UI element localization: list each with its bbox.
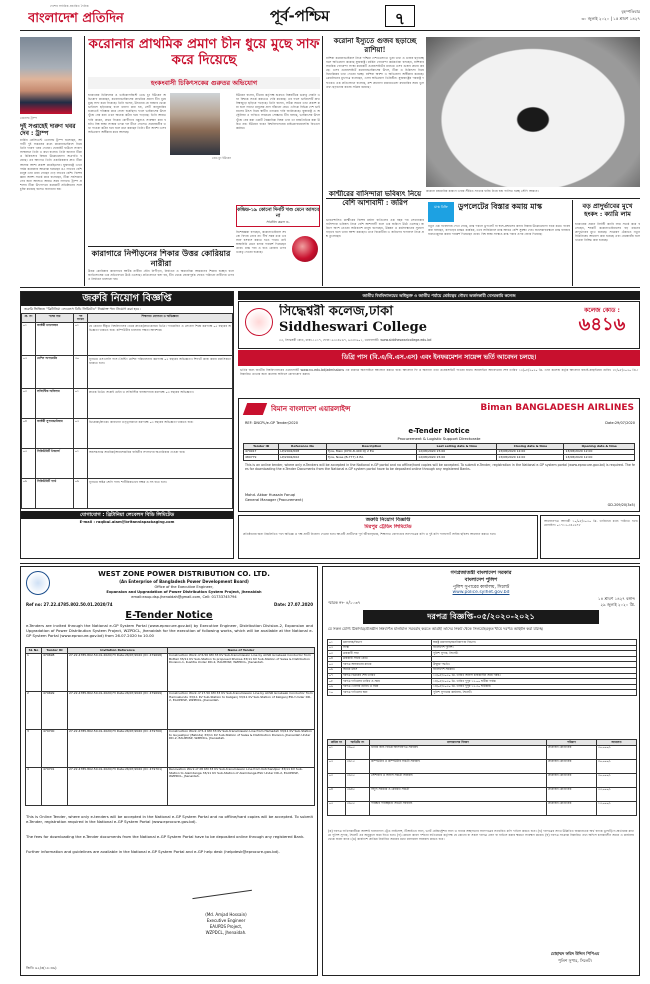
cell: ৩৬৪৫ bbox=[346, 787, 370, 801]
kashmir-body: ভারতশাসিত কাশ্মীরের বিশেষ মর্যাদা বাতিলের এক বছর পর সেখানকার বাসিন্দারা ভবিষ্যৎ নিয়ে বেশি আশাবাদী বলে এক জরিপে উঠে এসেছে। জরিপে অংশ নেওয়া অধিকাংশ মানুষ বলেছেন, উন্নয়ন ও কর্মসংস্থানের সুযোগ বাড়বে বলে তারা আশা করছেন। তবে বিরোধীরা এ জরিপের ফলাফল নিয়ে প্রশ্ন তুলেছেন। bbox=[326, 218, 424, 239]
westzone-office: Office of the Executive Engineer, bbox=[154, 585, 214, 589]
masthead-rule bbox=[20, 30, 640, 31]
cell: যে কোনো স্বীকৃত বিশ্ববিদ্যালয় থেকে স্নাতক/স্নাতকোত্তর ডিগ্রি। প্যাকেজিং ও লেবেল শিল্পে কমপক্ষে ০৫ বছরের অভিজ্ঞতা থাকতে হবে। কম্পিউটার চালনায় দক্ষতা আবশ্যক। bbox=[88, 323, 233, 356]
police-gov: গণপ্রজাতন্ত্রী বাংলাদেশ সরকার bbox=[450, 570, 512, 576]
cell: দরপত্র বিক্রয়ের শেষ তারিখ bbox=[342, 673, 432, 679]
police-intro: যে সকল যোগ্য ঠিকাদার/প্রতিষ্ঠান নিম্নবর্ণিত মালামাল সরবরাহ করতে আগ্রহী তাদের নিকট থেকে সিলমোহরকৃত খামে দরপত্র আহ্বান করা যাচ্ছে। bbox=[328, 627, 544, 631]
cell: ফ্যাক্টরী ম্যানেজার bbox=[36, 323, 74, 356]
trump-photo bbox=[20, 37, 72, 114]
police-org: বাংলাদেশ পুলিশ bbox=[464, 577, 498, 583]
recruitment-col-post: পদের নাম bbox=[36, 314, 74, 323]
cell: ০১ bbox=[328, 640, 342, 646]
westzone-intro: e-Tenders are invited through the National e-GP System Portal (www.eprocure.gov.bd) by Executive Engineer, Distribution Division-2, Expansion and Upgradation of Power Distribution System Project, WZPDCL, Jhenaidah for the execution of following works, which will be available at the National e-GP System Portal (www.eprocure.gov.bd) from 26.07.2020 to 10.00 bbox=[26, 624, 313, 638]
table-row bbox=[22, 419, 233, 449]
cell: ০৪ bbox=[328, 787, 346, 801]
cell: ২০ bbox=[74, 356, 88, 389]
cell: 27.22.4785.802.50.01.2020/73 Date:26/07/2020 (ID: 479698) bbox=[68, 653, 168, 691]
cell: Renovation Work of 28 KM 33 KV Sub-transmission Line from Kotchandpur 33/11 KV Sub-Station to Alamdanga 33/11 KV Sub-Station of Alamdanga ESU Under DD-2, EAUPDSP, WZPDCL, Jhenaidah. bbox=[168, 767, 315, 805]
police-col-code: আইটেম নং bbox=[346, 740, 370, 746]
cell: ডিপ্লোমা/স্নাতক। কারখানা তত্ত্বাবধানে কমপক্ষে ০৩ বছরের অভিজ্ঞতা থাকতে হবে। bbox=[88, 419, 233, 449]
cell: Closing date & time bbox=[497, 444, 564, 450]
cell: Tyre, Nose (B-777) 4 EA bbox=[326, 455, 416, 461]
cell: 479699 bbox=[42, 691, 68, 729]
flood-body: হংকংয়ের প্রধান নির্বাহী ক্যারি লাম সতর্ক করে বলেছেন, শহরটি করোনাভাইরাসের বড় ধরনের প্রাদুর্ভাবের মুখে রয়েছে। সংক্রমণ ঠেকাতে নতুন বিধিনিষেধ আরোপ করা হয়েছে এবং রেস্তোরাঁয় বসে খাওয়া নিষিদ্ধ করা হয়েছে। bbox=[575, 222, 640, 243]
cell: সিকিউরিটি গার্ড bbox=[36, 479, 74, 509]
cell: Last selling date & time bbox=[417, 444, 497, 450]
table-row bbox=[22, 449, 233, 479]
police-ad bbox=[322, 566, 640, 976]
police-office: পুলিশ সুপারের কার্যালয়, সিলেট bbox=[452, 585, 510, 590]
recruitment-col-req: শিক্ষাগত যোগ্যতা ও অভিজ্ঞতা bbox=[88, 314, 233, 323]
cell: ১৫,০০০/- bbox=[597, 801, 637, 815]
recruitment-ad bbox=[20, 291, 234, 559]
recruitment-title: জরুরি নিয়োগ বিজ্ঞপ্তি bbox=[21, 292, 233, 306]
table-row bbox=[328, 801, 637, 815]
table-row bbox=[328, 759, 637, 773]
cell: 13/08/2020 12:00 bbox=[564, 455, 635, 461]
biman-title: e-Tender Notice bbox=[408, 427, 470, 435]
kaaba-caption: করোনা মহামারির কারণে এবার সীমিত সংখ্যক হাজি নিয়ে হজ পালিত হচ্ছে সৌদি আরবে। bbox=[426, 189, 539, 193]
cell: সংস্থা bbox=[342, 645, 432, 651]
cell: Construction Work of 17.50 KM 33 KV Sub-transmission Line by ACSR Grosbeak Conductor from Harinakundu 33/11 KV Sub-Station to Kaliganj 33/11 KV Sub-Station of Kaliganj ESU Under DD-2, EAUPDSP, WZPDCL, Jhenaidah. bbox=[168, 691, 315, 729]
biman-ref: REF: DNCPL/e-GP Tender/2020 bbox=[245, 421, 298, 425]
police-signer-title: পুলিশ সুপার, সিলেট। bbox=[558, 958, 592, 963]
cell: ০২ bbox=[328, 759, 346, 773]
cell: দরপত্র দাখিলের তারিখ ও সময় bbox=[342, 679, 432, 685]
cell: ৫০,০০০/- bbox=[597, 745, 637, 759]
mask-headline: ডুপলেটের বিস্তার কমায় মাস্ক bbox=[458, 202, 543, 211]
police-title: দরপত্র বিজ্ঞপ্তি-০৫/২০২০-২০২১ bbox=[363, 610, 599, 624]
police-memo: স্মারক নং- ৪/১০৩৭ bbox=[328, 600, 361, 605]
westzone-table bbox=[25, 647, 315, 806]
cell: ফ্যাক্টরী সুপারভাইজার bbox=[36, 419, 74, 449]
cell: ০২ bbox=[22, 356, 36, 389]
cell: ০৯ bbox=[328, 684, 342, 690]
covid-box-subtitle: সাবধান করল ড. bbox=[266, 220, 290, 224]
cell: ১৪/০৮/২০২০ খ্রি. তারিখ দুপুর ১২.০০ ঘটিকা পর্যন্ত। bbox=[432, 679, 637, 685]
police-col-n: ক্রমিক নং bbox=[328, 740, 346, 746]
cell: ৩৬৫৫ bbox=[346, 801, 370, 815]
kashmir-headline: কাশ্মীরের বাসিন্দারা ভবিষ্যৎ নিয়ে বেশি আশাবাদী : জরিপ bbox=[328, 190, 422, 207]
page-number: ৭ bbox=[394, 9, 406, 28]
cell: ৩০,০০০/- bbox=[597, 759, 637, 773]
recruitment-footer: যোগাযোগ : ব্রিটানিয়া লেবেলস বিডি লিমিটেড bbox=[21, 511, 233, 519]
logo: বাংলাদেশ প্রতিদিন bbox=[28, 11, 124, 26]
cell: 27.22.4785.802.50.01.2020/73 Date:26/07/2020 (ID: 479701) bbox=[68, 767, 168, 805]
police-date1: ১৪ শ্রাবণ ১৪২৭ বঙ্গাব্দ bbox=[598, 596, 635, 601]
korea-body: উত্তর কোরিয়ার কারাগারে আটক নারীরা যৌন নিপীড়ন, নির্যাতন ও অমানবিক আচরণের শিকার হচ্ছেন বলে জাতিসংঘের এক প্রতিবেদনে উঠে এসেছে। প্রতিবেদনে বলা হয়, চীন থেকে জোরপূর্বক ফেরত পাঠানো নারীদের ওপর এ নির্যাতন চালানো হয়। bbox=[88, 269, 234, 282]
college-name-en: Siddheswari College bbox=[279, 320, 428, 335]
cell: প্রয়োজন মোতাবেক bbox=[547, 759, 597, 773]
biman-name-en: Biman BANGLADESH AIRLINES bbox=[480, 403, 634, 413]
covid-box bbox=[236, 205, 320, 227]
police-col-amt: জামানত bbox=[597, 740, 637, 746]
column-rule-2 bbox=[322, 36, 323, 286]
section-rule-1 bbox=[20, 287, 640, 288]
cell: ২৫,০০০/- bbox=[597, 787, 637, 801]
cell: ০৫ bbox=[22, 449, 36, 479]
biman-table bbox=[243, 443, 635, 461]
table-row bbox=[26, 729, 315, 767]
cell: ক্রয়কারী সত্তা bbox=[342, 651, 432, 657]
westzone-subtitle: (An Enterprise of Bangladesh Power Development Board) bbox=[119, 579, 249, 584]
cell: ০৫ bbox=[328, 662, 342, 668]
cell: Reference No bbox=[279, 444, 327, 450]
cell: LP/2002/002 bbox=[279, 455, 327, 461]
westzone-signer-title: Executive Engineer bbox=[206, 918, 246, 923]
cell: Construction Work of 5.2 KM 33 KV Sub-transmission Line from Hamadah 33/11 KV Sub-Station to Guyeshpur (Batoda) 33/11 KV Sub-Station of Sales & Distribution Division, Jhenaidah Under DD-2, EAUPDSP, WZPDCL, Jhenaidah. bbox=[168, 729, 315, 767]
cell: ০৩ bbox=[328, 773, 346, 787]
cell: 13/08/2020 12:00 bbox=[564, 449, 635, 455]
biman-signatory: Mohd. Akbar Hussain Faruqi bbox=[245, 493, 296, 497]
police-web[interactable]: www.police.sylhet.gov.bd bbox=[452, 590, 510, 595]
recruitment-table bbox=[21, 313, 233, 509]
westzone-ad bbox=[20, 566, 318, 976]
cell: 13/08/2020 12:00 bbox=[497, 449, 564, 455]
police-conditions: (ক) দরপত্র দাখিলকারীকে অবশ্যই হালনাগাদ ট্রেড লাইসেন্স, টিআইএন সনদ, ভ্যাট রেজিস্ট্রেশন সনদ ও ব্যাংক সচ্ছলতার সনদপত্রের সত্যায়িত কপি দাখিল করতে হবে। (খ) দরপত্রের সাথে উল্লিখিত জামানতের অর্থ ব্যাংক ড্রাফট/পে-অর্ডারের মাধ্যমে পুলিশ সুপার, সিলেট এর অনুকূলে জমা দিতে হবে। (গ) কোনো কারণ দর্শানো ব্যতিরেকে কর্তৃপক্ষ যে কোনো বা সকল দরপত্র গ্রহণ বা বাতিল করার ক্ষমতা সংরক্ষণ করেন। (ঘ) দরপত্র সংক্রান্ত বিস্তারিত তথ্য অফিস চলাকালীন সময়ে এ কার্যালয় থেকে জানা যাবে। (ঙ) কার্যাদেশ প্রাপ্তির নির্ধারিত সময়ের মধ্যে মালামাল সরবরাহ করতে হবে। bbox=[328, 829, 634, 842]
cell: অর্থের উৎস bbox=[342, 667, 432, 673]
cell: উন্মুক্ত পদ্ধতি। bbox=[432, 662, 637, 668]
cell: 480779 bbox=[244, 455, 279, 461]
cell: 12/08/2020 15:00 bbox=[417, 449, 497, 455]
cell: ০১ bbox=[22, 323, 36, 356]
table-row bbox=[22, 356, 233, 389]
westzone-note2: The fees for downloading the e-Tender documents from the National e-GP System Portal have to be deposited online through any registered Bank. bbox=[26, 835, 305, 839]
westzone-division: Expansion and Upgradation of Power Distribution System Project, Jhenaidah bbox=[106, 590, 262, 594]
china-body-col1: হংকংয়ের চিকিৎসক ও ভাইরোলজিস্ট ডেভ চুং ইউয়েন অভিযোগ করেছেন, করোনাভাইরাসের প্রাথমিক প্রমাণ চীন ধুয়ে মুছে সাফ করে দিয়েছে। তিনি বলেন, উহানের যে বাজার থেকে ভাইরাস ছড়িয়েছে বলে ধারণা করা হয়, সেটি জানুয়ারির শুরুতেই পরিষ্কার করে ফেলা হয়েছিল। ফলে ভাইরাসের উৎস খুঁজে বের করা এখন অনেক কঠিন হয়ে পড়েছে। তিনি আরও দাবি করেন, প্রথম দিকের রোগীদের নমুনাও সংরক্ষণ করা হয়নি। বিশ্ব স্বাস্থ্য সংস্থার তদন্ত দল চীনে গেলেও প্রয়োজনীয় তথ্য পাওয়া কঠিন হবে বলে মনে করছেন তিনি। চীন অবশ্য এসব অভিযোগ অস্বীকার করে আসছে। bbox=[88, 93, 166, 134]
virus-icon bbox=[292, 236, 318, 262]
police-col-qty: পরিমাণ bbox=[547, 740, 597, 746]
college-ad bbox=[238, 301, 640, 349]
cell: ৩৬১৫ bbox=[346, 759, 370, 773]
issue-date: ৩০ জুলাই ২০২০ | ১৫ শ্রাবণ ১৪২৭ bbox=[581, 16, 640, 21]
cell: Tyre, Main (DHC-8-400 Q) 2 EA bbox=[326, 449, 416, 455]
table-row bbox=[26, 691, 315, 729]
westzone-signer: (Md. Amjad Hossain) bbox=[205, 912, 247, 917]
cell: প্রয়োজন মোতাবেক bbox=[547, 787, 597, 801]
westzone-code: জিডি ৬২/৩(১৮.৩৬) bbox=[26, 966, 57, 970]
cell: ০৪ bbox=[328, 656, 342, 662]
westzone-col-name: Name of Tender bbox=[168, 648, 315, 654]
biman-ad bbox=[238, 398, 640, 512]
cell: স্বরাষ্ট্র মন্ত্রণালয়/জননিরাপত্তা বিভাগ। bbox=[432, 640, 637, 646]
company-ad bbox=[238, 515, 538, 559]
cell: 1 bbox=[26, 653, 42, 691]
table-row bbox=[328, 690, 637, 696]
china-headline: করোনার প্রাথমিক প্রমাণ চীন ধুয়ে মুছে সাফ করে দিয়েছে bbox=[88, 36, 320, 68]
table-row bbox=[22, 479, 233, 509]
police-items-table bbox=[327, 739, 637, 816]
cell: পরিষ্কার পরিচ্ছন্নতা সামগ্রী সরবরাহ bbox=[370, 801, 547, 815]
company-body: প্রতিষ্ঠানের জন্য নিম্নলিখিত পদে অভিজ্ঞ ও দক্ষ প্রার্থী নিয়োগ দেওয়া হবে। আগ্রহী প্রার্থীদের পূর্ণ জীবনবৃত্তান্ত, শিক্ষাগত যোগ্যতার সনদপত্রের কপি ও দুই কপি পাসপোর্ট সাইজ ছবিসহ আবেদন করতে হবে। bbox=[243, 532, 496, 536]
college-header: জাতীয় বিশ্ববিদ্যালয়ের অধিভুক্ত ও জাতীয় পর্যায়ে শ্রেষ্ঠত্বের গৌরব অর্জনকারী বেসরকারি কলেজ bbox=[238, 291, 640, 300]
biman-body: This is an online tender, where only e-Tenders will be accepted in the National e-GP portal and no offline/hard copies will be accepted. To submit e-Tender, registration in the National e-GP system portal (www.eprocure.gov.bd) is required. The fees for downloading the e-Tender Documents from the National e-GP system portal have to be deposited online through any registered Banks. bbox=[245, 463, 635, 472]
westzone-note1: This is Online Tender, where only e-tenders will be accepted in the National e-GP System Portal and no offline/hard copies will be accepted. To submit e-Tender, registration required in the National e-GP System Portal (www.eprocure.gov.bd). bbox=[26, 815, 313, 824]
college-emblem bbox=[245, 308, 273, 336]
westzone-logo bbox=[26, 571, 50, 595]
kaaba-headline: করোনা ইস্যুতে গুজব ছড়াচ্ছে রাশিয়া! bbox=[333, 37, 417, 54]
westzone-col-id: Tender ID bbox=[42, 648, 68, 654]
recruitment-email[interactable]: E-mail : raqibul.alam@britanniapackaging.com bbox=[79, 520, 175, 525]
cell: বাংলাদেশ পুলিশ। bbox=[432, 645, 637, 651]
cell: 27.22.4785.802.50.01.2020/73 Date:26/07/2020 (ID: 479699) bbox=[68, 691, 168, 729]
cell: মন্ত্রণালয়/বিভাগ bbox=[342, 640, 432, 646]
westzone-col-sl: SL No bbox=[26, 648, 42, 654]
cell: মেশিন অপারেটর bbox=[36, 356, 74, 389]
column-rule-3 bbox=[572, 200, 573, 286]
table-row bbox=[22, 389, 233, 419]
cell: পুলিশ সুপারের কার্যালয়, সিলেট। bbox=[432, 690, 637, 696]
college-address: ৩৩, সিদ্ধেশ্বরী রোড, ঢাকা-১২১৭, ফোন: ৯৩৩৪৫৬৭, ৯৩৩৮৯০১, ওয়েবসাইট: www.siddheswaricollege.edu.bd bbox=[279, 338, 432, 342]
cell: প্রয়োজন মোতাবেক bbox=[547, 773, 597, 787]
cell: Description bbox=[326, 444, 416, 450]
college-code: ৬৪১৬ bbox=[578, 314, 626, 335]
cell: ০১ bbox=[74, 389, 88, 419]
cell: কম্পিউটার ও কম্পিউটার সামগ্রী সরবরাহ bbox=[370, 759, 547, 773]
table-row bbox=[328, 773, 637, 787]
cell: ০৪ bbox=[22, 419, 36, 449]
cell: ২০,০০০/- bbox=[597, 773, 637, 787]
cell: 3 bbox=[26, 729, 42, 767]
cell: ৩৬৩৫ bbox=[346, 773, 370, 787]
china-body-col2: ইউয়েন বলেন, চীনের কর্তৃপক্ষ শুরুতে বিষয়টিকে গুরুত্ব দেয়নি এবং বিশ্বকে সতর্ক করতেও দেরি করেছে। এর ফলে ভাইরাসটি দ্রুত বিশ্বজুড়ে ছড়িয়ে পড়েছে। তিনি বলেন, সঠিক সময়ে তথ্য প্রকাশ করা হলে লাখো মানুষের প্রাণ বাঁচানো যেত। এদিকে বিভিন্ন দেশ ভাইরাসের উৎস নিয়ে স্বাধীন তদন্তের দাবি জানিয়েছে। যুক্তরাষ্ট্র ও অস্ট্রেলিয়া এ দাবিতে সবচেয়ে সোচ্চার। চীন বলছে, ভাইরাসের উৎস খুঁজে বের করা একটি বৈজ্ঞানিক বিষয় এবং তা রাজনৈতিক করা উচিত নয়। ইউয়েন হংকং বিশ্ববিদ্যালয়ের মাইক্রোবায়োলজি বিভাগে কর্মরত। bbox=[236, 93, 320, 130]
logo-tagline: দেশের সর্বাধিক প্রচারিত দৈনিক bbox=[50, 4, 89, 8]
cell: ০৫ bbox=[328, 801, 346, 815]
cell: থানার জন্য বিভিন্ন আসবাবপত্র সরবরাহ bbox=[370, 745, 547, 759]
westzone-notice-title: E-Tender Notice bbox=[125, 610, 213, 621]
china-photo-caption: ডেভ চুং ইউয়েন bbox=[211, 156, 231, 160]
cell: 13/08/2020 12:00 bbox=[497, 455, 564, 461]
recruitment-col-qty: পদ সংখ্যা bbox=[74, 314, 88, 323]
cell: ০১ bbox=[74, 323, 88, 356]
cell: ন্যূনতম এসএসসি পাস। প্রিন্টিং মেশিন পরিচালনায় কমপক্ষে ০২ বছরের অভিজ্ঞতা। শিফটে কাজ করার মানসিকতা থাকতে হবে। bbox=[88, 356, 233, 389]
cell: অবসরপ্রাপ্ত সামরিক/আধাসামরিক বাহিনীর সদস্যদের অগ্রাধিকার দেওয়া হবে। bbox=[88, 449, 233, 479]
biman-designation: General Manager (Procurement) bbox=[245, 498, 303, 502]
table-row bbox=[328, 787, 637, 801]
small-ad-body: আবেদনপত্র আগামী ১০/০৮/২০২০ খ্রি. তারিখের মধ্যে পাঠাতে হবে। মোবাইল: ০১৭১২-৩৪৫৬৭৮ bbox=[544, 519, 638, 528]
westzone-title: WEST ZONE POWER DISTRIBUTION CO. LTD. bbox=[98, 570, 270, 578]
cell: Opening date & time bbox=[564, 444, 635, 450]
korea-rule bbox=[88, 246, 234, 247]
westzone-date: Date: 27.07.2020 bbox=[274, 602, 313, 607]
cell: ০৬ bbox=[74, 479, 88, 509]
cell: স্টেশনারি ও অফিস সামগ্রী সরবরাহ bbox=[370, 773, 547, 787]
column-rule-1 bbox=[84, 36, 85, 286]
biman-date: Date:29/07/2020 bbox=[605, 421, 635, 425]
section-title: পূর্ব-পশ্চিম bbox=[270, 7, 330, 25]
westzone-email: email:eaup.dsp.jhenaidah@gmail.com, Cell: 01733745794 bbox=[131, 595, 237, 599]
recruitment-intro: জরুরি ভিত্তিতে "ব্রিটানিয়া লেবেলস বিডি লিমিটেড" নিম্নোক্ত পদে নিয়োগ করা হবে : bbox=[24, 307, 142, 311]
westzone-signer-place: WZPDCL, Jhenaidah. bbox=[205, 930, 247, 935]
cell: ৩৬০৫ bbox=[346, 745, 370, 759]
cell: দরপত্র আহবানের মাধ্যম bbox=[342, 662, 432, 668]
cell: 479917 bbox=[244, 449, 279, 455]
westzone-signer-org: EAUPDS Project, bbox=[209, 924, 243, 929]
cell: ০৮ bbox=[328, 679, 342, 685]
trump-body: মার্কিন প্রেসিডেন্ট ডোনাল্ড ট্রাম্প বলেছেন, আগামী দুই সপ্তাহের মধ্যে করোনাভাইরাস নিয়ে তিনি দারুণ খবর দেবেন। হোয়াইট হাউসে সংবাদ সম্মেলনে তিনি এ কথা বলেন। তিনি জানান টিকা ও চিকিৎসার বিষয়ে উল্লেখযোগ্য অগ্রগতি হয়েছে। এর আগেও তিনি একাধিকবার দ্রুত টিকা আসার আশা প্রকাশ করেছিলেন। যুক্তরাষ্ট্রে এখন পর্যন্ত করোনায় আক্রান্ত হয়েছেন ৪৩ লাখের বেশি মানুষ এবং মারা গেছেন দেড় লাখের বেশি। বিশেষজ্ঞরা অবশ্য সতর্ক করে বলেছেন, টিকা সর্বসাধারণের জন্য আসতে আরও সময় লাগবে। ট্রাম্প প্রশাসন টিকা উৎপাদনে কয়েকটি প্রতিষ্ঠানের সঙ্গে চুক্তি করেছে বলেও জানানো হয়। bbox=[20, 138, 82, 192]
recruitment-col-no: ক্র. নং bbox=[22, 314, 36, 323]
table-row bbox=[244, 455, 635, 461]
cell: ০১ bbox=[328, 745, 346, 759]
police-signer-name: মোহাম্মদ ফরিদ উদ্দিন পিপিএম bbox=[550, 951, 600, 956]
police-col-desc: মালামালের বিবরণ bbox=[370, 740, 547, 746]
china-subhead: হংকংবাসী চিকিৎসকের গুরুতর অভিযোগ bbox=[88, 77, 320, 89]
mask-body: নতুন এক গবেষণায় দেখা গেছে, মাস্ক পরলে ড্রপলেট বা শ্বাস-প্রশ্বাসের কণার বিস্তার উল্লেখযোগ্য হারে কমে। গবেষকরা বলছেন, কাপড়ের মাস্কও কার্যকর, তবে সার্জিক্যাল মাস্ক আরও বেশি সুরক্ষা দেয়। জনসমাগমস্থলে মাস্ক ব্যবহার বাধ্যতামূলক করার পরামর্শ দিয়েছেন তারা। বিশ্ব স্বাস্থ্য সংস্থাও মাস্ক পরার ওপর জোর দিয়েছে। bbox=[428, 224, 570, 237]
cell: ০৩ bbox=[22, 389, 36, 419]
biman-name-bn: বিমান বাংলাদেশ এয়ারলাইন্স bbox=[271, 404, 351, 413]
cell: ১০ bbox=[328, 690, 342, 696]
college-details: ভর্তির জন্য জাতীয় বিশ্ববিদ্যালয়ের ওয়েবসাইট www.nu.edu.bd/admissions এর মাধ্যমে অনলাইনে আবেদন করতে হবে। আবেদন ফি ও অন্যান্য তথ্য ওয়েবসাইটে পাওয়া যাবে। অনলাইনে আবেদনের শেষ তারিখ ১৩/০৮/২০২০ খ্রি. এবং কলেজ কর্তৃক আবেদন যাচাই-বাছাইয়ের তারিখ ১৮/০৮/২০২০ খ্রি.। বিস্তারিত তথ্যের জন্য কলেজ অফিসে যোগাযোগ করুন। bbox=[240, 368, 638, 377]
trump-photo-caption: ডোনাল্ড ট্রাম্প bbox=[20, 116, 37, 120]
college-admission-banner: ডিগ্রি পাস (বি.এ/বি.এস.এস) এবং ইনফরমেশন সায়েন্স ভর্তি আবেদন চলছে। bbox=[238, 350, 640, 366]
cell: Tender ID bbox=[244, 444, 279, 450]
college-code-label: কলেজ কোড : bbox=[584, 307, 620, 314]
westzone-col-ref: Invitation Reference bbox=[68, 648, 168, 654]
westzone-note3: Further information and guidelines are available in the National e-GP System Portal and e-GP help desk (helpdesk@eprocure.gov.bd). bbox=[26, 850, 280, 854]
cell: ১৪/০৮/২০২০ খ্রি. তারিখ দুপুর ১২.৩০ ঘটিকায়। bbox=[432, 684, 637, 690]
cell: 2 bbox=[26, 691, 42, 729]
cell: বাংলাদেশ সরকার। bbox=[432, 667, 637, 673]
cell: 479701 bbox=[42, 767, 68, 805]
company-name: মিরপুর ট্রেডিং লিমিটেড bbox=[364, 524, 412, 530]
cell: ক্রয়কারী সত্তার কোড bbox=[342, 656, 432, 662]
cell: LP/2002/008 bbox=[279, 449, 327, 455]
flood-headline: বড় প্রাদুর্ভাবের মুখে হংকং : ক্যারি লাম bbox=[582, 202, 633, 218]
table-row bbox=[22, 323, 233, 356]
cell: সিকিউরিটি ইনচার্জ bbox=[36, 449, 74, 479]
cell: প্রয়োজন মোতাবেক bbox=[547, 745, 597, 759]
virus-illustration bbox=[236, 230, 320, 285]
issue-day: বৃহস্পতিবার bbox=[621, 9, 640, 14]
cell: ১৩/০৮/২০২০ খ্রি. তারিখ অফিস চলাকালীন সময় পর্যন্ত। bbox=[432, 673, 637, 679]
virus-body: বিশেষজ্ঞরা বলছেন, করোনাভাইরাস সহজে বিদায় নেবে না। দীর্ঘ সময় ধরে এর সঙ্গে বসবাস করতে হতে পারে। তাই স্বাস্থ্যবিধি মেনে চলার পরামর্শ দিয়েছেন তারা। মাস্ক পরা ও হাত ধোয়ার ওপর গুরুত্ব দেওয়া হয়েছে। bbox=[236, 230, 286, 255]
trump-headline: দুই সপ্তাহেই দারুণ খবর দেব : ট্রাম্প bbox=[20, 123, 76, 137]
cell: লজিস্টিক অফিসার bbox=[36, 389, 74, 419]
small-ad bbox=[540, 515, 640, 559]
westzone-signature bbox=[190, 873, 252, 899]
korea-headline: কারাগারে নিপীড়নের শিকার উত্তর কোরিয়ার নারীরা bbox=[91, 249, 231, 268]
masthead bbox=[0, 0, 650, 30]
cell: 4 bbox=[26, 767, 42, 805]
police-date2: ২৯ জুলাই ২০২০ খ্রি. bbox=[600, 602, 635, 607]
cell: ন্যূনতম অষ্টম শ্রেণি পাস। শারীরিকভাবে সক্ষম ও সৎ হতে হবে। bbox=[88, 479, 233, 509]
cell: Construction Work of 6.50 KM 33 KV Sub-transmission Line by ACSR Grosbeak Conductor from Bottail 33/11 KV Sub-Station to proposed Khoksa 33/11 KV Sub-Station of Sales & Distribution Division-1, Kushtia Under DD-2, EAUPDSP, WZPDCL, Jhenaidah. bbox=[168, 653, 315, 691]
mask-label: মাস্ক বিক্রি bbox=[428, 202, 454, 222]
cell: ০৩ bbox=[328, 651, 342, 657]
cell: ০১ bbox=[74, 449, 88, 479]
cell: ০২ bbox=[328, 645, 342, 651]
kaaba-photo bbox=[426, 37, 640, 187]
college-name-bn: সিদ্ধেশ্বরী কলেজ,ঢাকা bbox=[279, 304, 394, 319]
cell: স্নাতক ডিগ্রি। সাপ্লাই চেইন ও লজিস্টিক ব্যবস্থাপনায় কমপক্ষে ০৩ বছরের অভিজ্ঞতা। bbox=[88, 389, 233, 419]
police-info-table bbox=[327, 639, 637, 696]
cell: দরপত্র দাখিলের স্থান bbox=[342, 690, 432, 696]
china-doctor-photo bbox=[170, 93, 220, 155]
cell: 479698 bbox=[42, 653, 68, 691]
cell: 12/08/2020 15:00 bbox=[417, 455, 497, 461]
section-rule-2 bbox=[20, 563, 640, 564]
cell: ০২ bbox=[74, 419, 88, 449]
cell: বিদ্যুৎ সরঞ্জাম ও মেরামত সামগ্রী bbox=[370, 787, 547, 801]
cell: ০৭ bbox=[328, 673, 342, 679]
cell: 27.22.4785.802.50.01.2020/73 Date:26/07/2020 (ID: 479700) bbox=[68, 729, 168, 767]
cell: 479700 bbox=[42, 729, 68, 767]
cell: পুলিশ সুপার, সিলেট। bbox=[432, 651, 637, 657]
cell: দরপত্র খোলার তারিখ ও সময় bbox=[342, 684, 432, 690]
westzone-ref: Ref no: 27.22.4785.802.50.01.2020/74 bbox=[26, 602, 113, 607]
biman-logo-icon bbox=[243, 403, 267, 415]
company-title: জরুরি নিয়োগ বিজ্ঞপ্তি bbox=[365, 517, 411, 523]
cell: ০৬ bbox=[328, 667, 342, 673]
cell: প্রয়োজন মোতাবেক bbox=[547, 801, 597, 815]
table-row bbox=[26, 653, 315, 691]
cell: ০৬ bbox=[22, 479, 36, 509]
biman-dept: Procurement & Logistic Support Directorate bbox=[397, 436, 481, 441]
kaaba-body: রাশিয়া করোনাভাইরাস নিয়ে পশ্চিমা দেশগুলোতে ভুয়া তথ্য ও গুজব ছড়াচ্ছে বলে অভিযোগ করেছে যুক্তরাষ্ট্র। মার্কিন গোয়েন্দা কর্মকর্তারা বলছেন, রাশিয়ার সামরিক গোয়েন্দা সংস্থা কয়েকটি ওয়েবসাইটের মাধ্যমে এসব গুজব প্রচার করছে। এসব ওয়েবসাইটে করোনাভাইরাসের উৎস, টিকা ও চিকিৎসা নিয়ে বিভ্রান্তিকর তথ্য দেওয়া হচ্ছে। রাশিয়া অবশ্য এ অভিযোগ অস্বীকার করেছে। ক্রেমলিনের মুখপাত্র বলেছেন, এসব অভিযোগ ভিত্তিহীন। যুক্তরাষ্ট্রের পররাষ্ট্র দফতরও এক প্রতিবেদনে বলেছে, রুশ প্রচারণা মাধ্যমগুলো মহামারির সময় ভুল তথ্য ছড়ানোর কাজে সক্রিয় রয়েছে। bbox=[326, 56, 424, 89]
table-row bbox=[328, 745, 637, 759]
biman-gd: GD-209/20(3x5) bbox=[607, 503, 635, 507]
table-row bbox=[26, 767, 315, 805]
covid-box-title: কভিড-১৯ কোনো দিনটি খণ্ড মেনে আসবে না bbox=[237, 208, 319, 219]
